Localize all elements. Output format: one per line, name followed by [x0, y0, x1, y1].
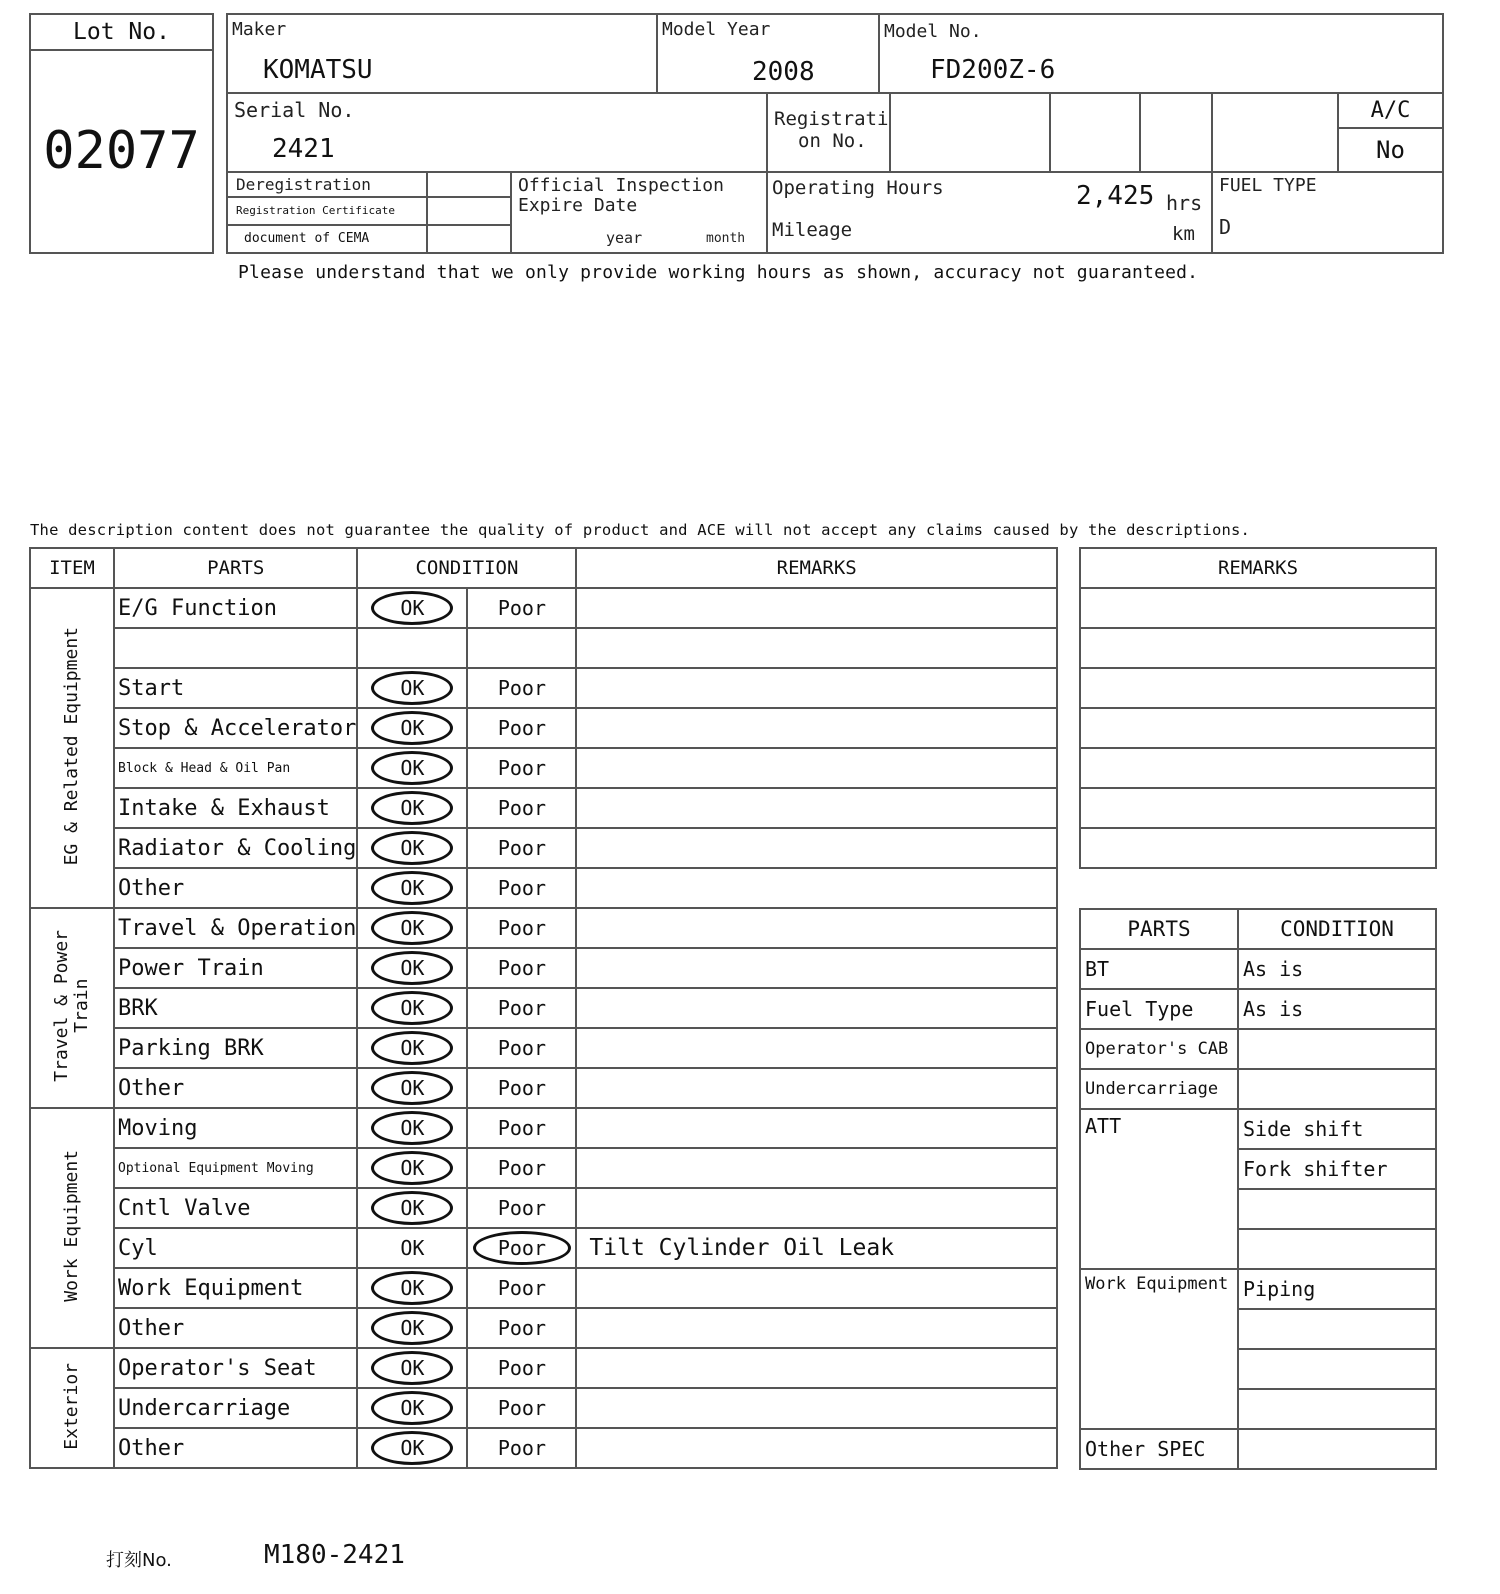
year-label: year: [606, 229, 643, 247]
registration-value-cell-3: [1141, 94, 1213, 173]
ac-value: No: [1339, 129, 1442, 173]
spec-part: Undercarriage: [1080, 1069, 1238, 1109]
condition-ok-cell[interactable]: [357, 708, 467, 748]
remark-cell[interactable]: [576, 1148, 1057, 1188]
cema-label: document of CEMA: [228, 226, 428, 252]
part-name: Work Equipment: [114, 1268, 357, 1308]
inspection-row: [30, 1308, 1057, 1348]
spec-part: Fuel Type: [1080, 989, 1238, 1029]
part-name: Other: [114, 1308, 357, 1348]
condition-ok-cell[interactable]: [357, 1388, 467, 1428]
header-parts: PARTS: [114, 548, 357, 588]
poor-option: Poor: [497, 1076, 546, 1100]
registration-label-2: on No.: [798, 130, 867, 152]
condition-ok-cell[interactable]: [357, 1268, 467, 1308]
poor-option: Poor: [497, 756, 546, 780]
condition-poor-cell[interactable]: [467, 828, 576, 868]
poor-circled: Poor: [473, 1231, 571, 1265]
poor-option: Poor: [497, 836, 546, 860]
spec-condition[interactable]: [1238, 1309, 1436, 1349]
ok-circled: OK: [371, 791, 453, 825]
ok-circled: OK: [371, 591, 453, 625]
condition-poor-cell[interactable]: [467, 1348, 576, 1388]
fuel-type-label: FUEL TYPE: [1219, 175, 1317, 196]
poor-option: Poor: [497, 916, 546, 940]
item-group: [30, 588, 114, 908]
hours-note: Please understand that we only provide working hours as shown, accuracy not guaranteed.: [238, 262, 1199, 283]
ok-circled: OK: [371, 1431, 453, 1465]
spec-condition[interactable]: Piping: [1238, 1269, 1436, 1309]
ok-circled: OK: [371, 951, 453, 985]
right-remarks-table: [1079, 547, 1437, 869]
right-remarks-header: REMARKS: [1080, 548, 1436, 588]
ok-circled: OK: [371, 1151, 453, 1185]
serial-value: 2421: [272, 134, 335, 164]
part-name: Radiator & Cooling: [114, 828, 357, 868]
maker-value: KOMATSU: [263, 55, 373, 85]
ok-circled: OK: [371, 831, 453, 865]
part-name: Operator's Seat: [114, 1348, 357, 1388]
spec-condition[interactable]: As is: [1238, 949, 1436, 989]
inspection-row: [30, 1428, 1057, 1468]
spec-row: [1080, 949, 1436, 989]
condition-poor-cell[interactable]: [467, 1268, 576, 1308]
condition-ok-cell[interactable]: [357, 1068, 467, 1108]
condition-poor-cell[interactable]: [467, 988, 576, 1028]
inspection-table: [29, 547, 1058, 1469]
part-name: Optional Equipment Moving: [114, 1148, 357, 1188]
spec-header-parts: PARTS: [1080, 909, 1238, 949]
inspection-row: [30, 1148, 1057, 1188]
stamp-value: M180-2421: [264, 1540, 405, 1570]
condition-poor-cell[interactable]: [467, 908, 576, 948]
condition-ok-cell[interactable]: [357, 1428, 467, 1468]
deregistration-label: Deregistration: [228, 173, 428, 198]
inspection-row: [30, 1388, 1057, 1428]
condition-ok-cell[interactable]: [357, 588, 467, 628]
item-group-label: Work Equipment: [61, 1150, 82, 1302]
poor-option: Poor: [497, 1276, 546, 1300]
inspection-row: [30, 1108, 1057, 1148]
maker-cell: [228, 15, 658, 94]
registration-label-cell: [768, 94, 891, 173]
inspection-row: [30, 908, 1057, 948]
fuel-type-value: D: [1219, 215, 1232, 239]
ok-circled: OK: [371, 1351, 453, 1385]
poor-option: Poor: [497, 1196, 546, 1220]
spec-row: [1080, 989, 1436, 1029]
condition-poor-cell[interactable]: [467, 788, 576, 828]
condition-poor-cell[interactable]: [467, 628, 576, 668]
mileage-unit: km: [1172, 223, 1195, 245]
model-year-value: 2008: [752, 57, 815, 87]
inspection-row: [30, 708, 1057, 748]
ok-circled: OK: [371, 911, 453, 945]
ok-circled: OK: [371, 1271, 453, 1305]
operating-hours-value: 2,425: [1076, 181, 1155, 211]
header-condition: CONDITION: [357, 548, 576, 588]
remark-cell[interactable]: [576, 788, 1057, 828]
lot-value: 02077: [43, 121, 200, 181]
inspection-header-row: [30, 548, 1057, 588]
part-name: Block & Head & Oil Pan: [114, 748, 357, 788]
spec-part: BT: [1080, 949, 1238, 989]
spec-row: [1080, 1429, 1436, 1469]
condition-poor-cell[interactable]: [467, 668, 576, 708]
condition-ok-cell[interactable]: [357, 1228, 467, 1268]
right-remark-cell[interactable]: [1080, 748, 1436, 788]
remark-cell[interactable]: [576, 828, 1057, 868]
poor-option: Poor: [497, 596, 546, 620]
hours-cell: [768, 173, 1213, 252]
part-name: Other: [114, 1068, 357, 1108]
part-name: E/G Function: [114, 588, 357, 628]
spec-condition[interactable]: Side shift: [1238, 1109, 1436, 1149]
remark-cell[interactable]: Tilt Cylinder Oil Leak: [576, 1228, 1057, 1268]
poor-option: Poor: [497, 1036, 546, 1060]
vehicle-info-box: [226, 13, 1444, 254]
poor-option: Poor: [497, 956, 546, 980]
condition-ok-cell[interactable]: [357, 1108, 467, 1148]
inspection-row: [30, 1268, 1057, 1308]
spec-condition[interactable]: [1238, 1349, 1436, 1389]
condition-ok-cell[interactable]: [357, 628, 467, 668]
disclaimer: The description content does not guarantee the quality of product and ACE will not accept any claims caused by the descriptions.: [30, 521, 1251, 539]
condition-poor-cell[interactable]: [467, 708, 576, 748]
poor-option: Poor: [497, 796, 546, 820]
condition-poor-cell[interactable]: [467, 1388, 576, 1428]
condition-ok-cell[interactable]: [357, 908, 467, 948]
inspection-row: [30, 668, 1057, 708]
part-name: Other: [114, 868, 357, 908]
poor-option: Poor: [497, 716, 546, 740]
remark-cell[interactable]: [576, 1348, 1057, 1388]
model-year-label: Model Year: [662, 19, 771, 40]
ok-circled: OK: [371, 871, 453, 905]
condition-poor-cell[interactable]: [467, 1028, 576, 1068]
spec-table: [1079, 908, 1437, 1470]
spec-part: Operator's CAB: [1080, 1029, 1238, 1069]
part-name: Power Train: [114, 948, 357, 988]
spec-condition[interactable]: [1238, 1029, 1436, 1069]
header-remarks: REMARKS: [576, 548, 1057, 588]
part-name: Other: [114, 1428, 357, 1468]
right-remarks-body: [1080, 588, 1436, 868]
month-label: month: [706, 231, 746, 246]
spec-condition[interactable]: [1238, 1189, 1436, 1229]
stamp-label: 打刻No.: [106, 1550, 172, 1571]
inspection-row: [30, 1068, 1057, 1108]
ok-circled: OK: [371, 1071, 453, 1105]
remark-cell[interactable]: [576, 1188, 1057, 1228]
registration-value-cell-2: [1051, 94, 1141, 173]
spec-condition[interactable]: Fork shifter: [1238, 1149, 1436, 1189]
model-no-value: FD200Z-6: [930, 55, 1056, 85]
registration-value-cell-1: [891, 94, 1051, 173]
inspection-row: [30, 1188, 1057, 1228]
registration-label-1: Registrati: [774, 108, 889, 130]
ok-circled: OK: [371, 751, 453, 785]
ok-circled: OK: [371, 1191, 453, 1225]
item-group: [30, 908, 114, 1108]
spec-part: Other SPEC: [1080, 1429, 1238, 1469]
maker-label: Maker: [232, 19, 287, 40]
condition-ok-cell[interactable]: [357, 868, 467, 908]
deregistration-value: [428, 173, 512, 198]
poor-option: Poor: [497, 676, 546, 700]
lot-label: Lot No.: [31, 15, 212, 51]
condition-poor-cell[interactable]: [467, 1148, 576, 1188]
remark-cell[interactable]: [576, 748, 1057, 788]
spec-part: Work Equipment: [1080, 1269, 1238, 1429]
condition-poor-cell[interactable]: [467, 948, 576, 988]
condition-ok-cell[interactable]: [357, 828, 467, 868]
reg-cert-value: [428, 198, 512, 226]
poor-option: Poor: [497, 1156, 546, 1180]
remark-cell[interactable]: [576, 1068, 1057, 1108]
remark-cell[interactable]: [576, 628, 1057, 668]
inspection-row: [30, 588, 1057, 628]
inspection-row: [30, 988, 1057, 1028]
fuel-type-cell: [1213, 173, 1442, 252]
part-name: Undercarriage: [114, 1388, 357, 1428]
inspection-body: [30, 588, 1057, 1468]
header-item: ITEM: [30, 548, 114, 588]
right-remark-cell[interactable]: [1080, 628, 1436, 668]
condition-ok-cell[interactable]: [357, 748, 467, 788]
part-name: Start: [114, 668, 357, 708]
right-remark-cell[interactable]: [1080, 828, 1436, 868]
ok-circled: OK: [371, 671, 453, 705]
ok-option: OK: [400, 1236, 425, 1260]
part-name: Intake & Exhaust: [114, 788, 357, 828]
remark-cell[interactable]: [576, 1028, 1057, 1068]
item-group: [30, 1348, 114, 1468]
condition-poor-cell[interactable]: [467, 1068, 576, 1108]
remark-cell[interactable]: [576, 708, 1057, 748]
condition-ok-cell[interactable]: [357, 668, 467, 708]
part-name: [114, 628, 357, 668]
part-name: Stop & Accelerator: [114, 708, 357, 748]
inspection-row: [30, 1228, 1057, 1268]
item-group-label: Travel & Power Train: [51, 930, 92, 1082]
condition-poor-cell[interactable]: [467, 588, 576, 628]
remark-cell[interactable]: [576, 908, 1057, 948]
item-group: [30, 1108, 114, 1348]
spec-condition[interactable]: As is: [1238, 989, 1436, 1029]
spec-row: [1080, 1029, 1436, 1069]
ac-label: A/C: [1339, 94, 1442, 129]
remark-cell[interactable]: [576, 1388, 1057, 1428]
inspection-label-2: Expire Date: [518, 195, 638, 216]
poor-option: Poor: [497, 1316, 546, 1340]
hours-unit: hrs: [1166, 191, 1203, 215]
condition-ok-cell[interactable]: [357, 1348, 467, 1388]
remark-cell[interactable]: [576, 668, 1057, 708]
serial-label: Serial No.: [234, 98, 355, 122]
part-name: Cntl Valve: [114, 1188, 357, 1228]
part-name: BRK: [114, 988, 357, 1028]
spec-header-condition: CONDITION: [1238, 909, 1436, 949]
spec-condition[interactable]: [1238, 1429, 1436, 1469]
remark-cell[interactable]: [576, 1308, 1057, 1348]
poor-option: Poor: [497, 1436, 546, 1460]
condition-poor-cell[interactable]: [467, 748, 576, 788]
condition-poor-cell[interactable]: [467, 1308, 576, 1348]
inspection-row: [30, 748, 1057, 788]
remark-cell[interactable]: [576, 1428, 1057, 1468]
ok-circled: OK: [371, 991, 453, 1025]
remark-cell[interactable]: [576, 988, 1057, 1028]
condition-poor-cell[interactable]: [467, 1228, 576, 1268]
spec-body: [1080, 949, 1436, 1469]
serial-cell: [228, 94, 768, 173]
right-remark-cell[interactable]: [1080, 708, 1436, 748]
inspection-cell: [512, 173, 768, 252]
lot-box: [29, 13, 214, 254]
part-name: Parking BRK: [114, 1028, 357, 1068]
condition-poor-cell[interactable]: [467, 1188, 576, 1228]
condition-ok-cell[interactable]: [357, 788, 467, 828]
remark-cell[interactable]: [576, 948, 1057, 988]
part-name: Moving: [114, 1108, 357, 1148]
condition-ok-cell[interactable]: [357, 948, 467, 988]
ok-circled: OK: [371, 1311, 453, 1345]
model-year-cell: [658, 15, 880, 94]
spec-condition[interactable]: [1238, 1229, 1436, 1269]
spec-row: [1080, 1269, 1436, 1309]
inspection-row: [30, 828, 1057, 868]
item-group-label: EG & Related Equipment: [61, 626, 82, 866]
spec-condition[interactable]: [1238, 1389, 1436, 1429]
spec-row: [1080, 1069, 1436, 1109]
ok-circled: OK: [371, 1031, 453, 1065]
right-remark-cell[interactable]: [1080, 668, 1436, 708]
part-name: Travel & Operation: [114, 908, 357, 948]
condition-ok-cell[interactable]: [357, 988, 467, 1028]
model-no-cell: [880, 15, 1442, 94]
condition-ok-cell[interactable]: [357, 1188, 467, 1228]
ok-circled: OK: [371, 1111, 453, 1145]
inspection-row: [30, 868, 1057, 908]
mileage-label: Mileage: [772, 219, 853, 241]
remark-cell[interactable]: [576, 868, 1057, 908]
poor-option: Poor: [497, 876, 546, 900]
condition-ok-cell[interactable]: [357, 1308, 467, 1348]
reg-cert-label: Registration Certificate: [228, 198, 428, 226]
right-remark-cell[interactable]: [1080, 588, 1436, 628]
remark-cell[interactable]: [576, 1108, 1057, 1148]
inspection-label-1: Official Inspection: [518, 175, 724, 196]
spec-row: [1080, 1109, 1436, 1149]
condition-ok-cell[interactable]: [357, 1028, 467, 1068]
part-name: Cyl: [114, 1228, 357, 1268]
inspection-row: [30, 628, 1057, 668]
cema-value: [428, 226, 512, 252]
inspection-row: [30, 948, 1057, 988]
ok-circled: OK: [371, 711, 453, 745]
right-remark-cell[interactable]: [1080, 788, 1436, 828]
condition-poor-cell[interactable]: [467, 868, 576, 908]
inspection-row: [30, 1028, 1057, 1068]
remark-cell[interactable]: [576, 1268, 1057, 1308]
spec-condition[interactable]: [1238, 1069, 1436, 1109]
condition-poor-cell[interactable]: [467, 1428, 576, 1468]
registration-value-cell-4: [1213, 94, 1339, 173]
remark-cell[interactable]: [576, 588, 1057, 628]
inspection-row: [30, 1348, 1057, 1388]
operating-hours-label: Operating Hours: [772, 177, 944, 199]
poor-option: Poor: [497, 1356, 546, 1380]
item-group-label: Exterior: [61, 1362, 82, 1450]
model-no-label: Model No.: [884, 21, 982, 42]
ok-circled: OK: [371, 1391, 453, 1425]
inspection-row: [30, 788, 1057, 828]
poor-option: Poor: [497, 996, 546, 1020]
condition-ok-cell[interactable]: [357, 1148, 467, 1188]
poor-option: Poor: [497, 1116, 546, 1140]
spec-part: ATT: [1080, 1109, 1238, 1269]
poor-option: Poor: [497, 1396, 546, 1420]
condition-poor-cell[interactable]: [467, 1108, 576, 1148]
